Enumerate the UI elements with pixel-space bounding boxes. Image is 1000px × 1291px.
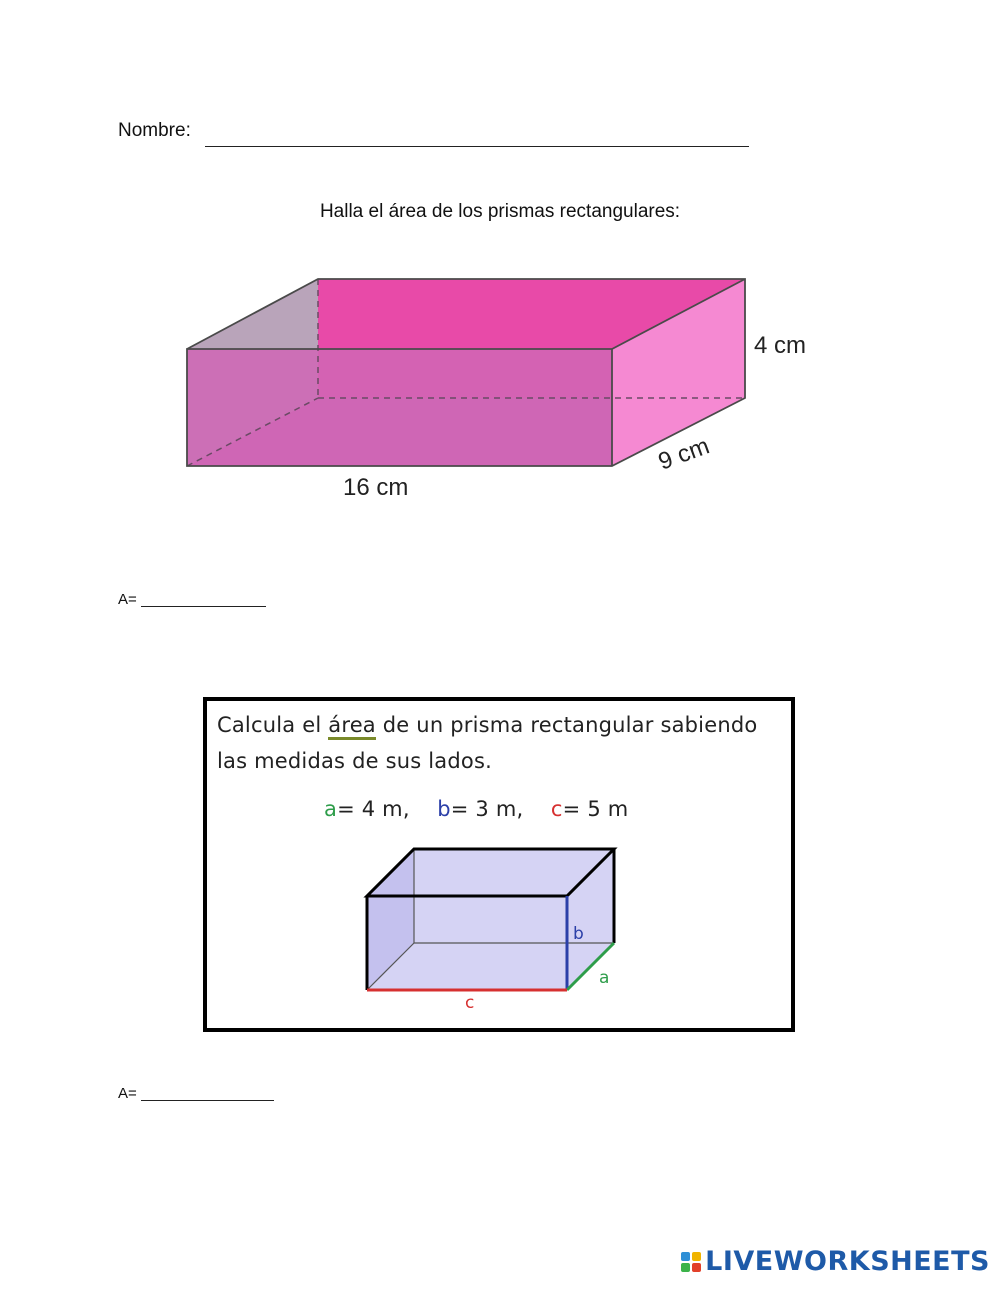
prism-figure-purple — [207, 701, 791, 1028]
var-a-label: a — [324, 797, 338, 821]
edge-b-label: b — [573, 924, 584, 944]
value-b: = 3 m, — [450, 797, 524, 821]
dim-height-label: 4 cm — [754, 332, 807, 359]
instruction-text: Halla el área de los prismas rectangulares: — [319, 201, 681, 222]
dim-length-label: 16 cm — [343, 474, 409, 501]
prism-front-face — [187, 349, 612, 466]
answer-1-label: A= — [118, 591, 137, 608]
answer-1-input-line[interactable] — [141, 606, 266, 607]
problem-2-box — [203, 697, 795, 1032]
brand-name: LIVEWORKSHEETS — [705, 1246, 990, 1277]
var-b-label: b — [437, 797, 451, 821]
edge-c-label: c — [465, 993, 475, 1013]
value-c: = 5 m — [562, 797, 629, 821]
logo-grid-icon — [681, 1252, 701, 1272]
edge-a-label: a — [599, 968, 610, 988]
problem-2-text-pre: Calcula el — [217, 713, 322, 737]
var-c-label: c — [550, 797, 563, 821]
answer-2-label: A= — [118, 1085, 137, 1102]
answer-2-input-line[interactable] — [141, 1100, 274, 1101]
value-a: = 4 m, — [337, 797, 410, 821]
dim-depth-label: 9 cm — [654, 432, 713, 476]
prism-figure-pink — [0, 0, 1000, 560]
problem-2-text-post: de un prisma rectangular sabiendo — [382, 713, 758, 737]
liveworksheets-logo — [681, 1246, 990, 1277]
name-label: Nombre: — [118, 120, 191, 141]
problem-2-line-2: las medidas de sus lados. — [217, 749, 492, 773]
problem-2-word-area: área — [328, 713, 376, 740]
